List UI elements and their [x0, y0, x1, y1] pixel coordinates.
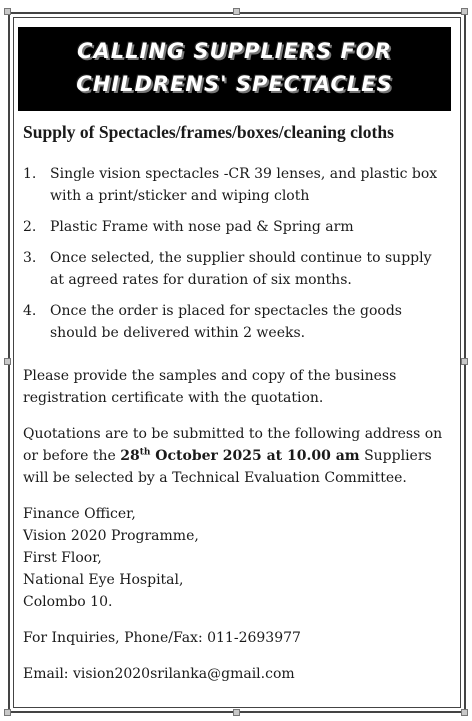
resize-handle-left[interactable]: [4, 358, 11, 365]
notice-body: [23, 122, 448, 685]
quotation-intro: Quotations are to be submitted to the following address on or before the: [23, 426, 443, 464]
list-item: [23, 300, 448, 344]
requirements-list: [23, 163, 448, 344]
resize-handle-right[interactable]: [461, 358, 468, 365]
deadline-day-suffix: th: [139, 447, 151, 458]
address-line: First Floor,: [23, 550, 102, 566]
address-line: Colombo 10.: [23, 594, 113, 610]
address-line: Vision 2020 Programme,: [23, 528, 199, 544]
list-item: [23, 216, 448, 238]
item-text: Once the order is placed for spectacles the goods should be delivered within 2 weeks.: [50, 303, 402, 341]
resize-handle-bottom[interactable]: [233, 709, 240, 716]
deadline-rest: October 2025 at 10.00 am: [150, 448, 360, 464]
resize-handle-top[interactable]: [233, 8, 240, 15]
address-line: National Eye Hospital,: [23, 572, 184, 588]
item-number: 3.: [23, 250, 37, 266]
quotation-outro: Suppliers will be selected by a Technical Evaluation Committee.: [23, 448, 432, 486]
email-line: Email: vision2020srilanka@gmail.com: [23, 666, 295, 682]
item-number: 1.: [23, 166, 37, 182]
samples-paragraph: Please provide the samples and copy of the business registration certificate with the quotation.: [23, 368, 397, 406]
address-line: Finance Officer,: [23, 506, 136, 522]
banner-line-2: CHILDRENS' SPECTACLES: [76, 72, 393, 96]
resize-handle-top-right[interactable]: [461, 8, 468, 15]
quotation-paragraph: [23, 423, 448, 489]
banner-line-1: CALLING SUPPLIERS FOR: [77, 39, 392, 63]
list-item: [23, 247, 448, 291]
item-number: 4.: [23, 303, 37, 319]
deadline: [120, 448, 359, 464]
resize-handle-bottom-right[interactable]: [461, 709, 468, 716]
resize-handle-bottom-left[interactable]: [4, 709, 11, 716]
item-text: Single vision spectacles -CR 39 lenses, and plastic box with a print/sticker and wiping cloth: [50, 166, 438, 204]
list-item: [23, 163, 448, 207]
resize-handle-top-left[interactable]: [4, 8, 11, 15]
section-heading: Supply of Spectacles/frames/boxes/cleaning cloths: [23, 122, 394, 142]
item-text: Plastic Frame with nose pad & Spring arm: [50, 219, 354, 235]
deadline-day: 28: [120, 448, 140, 464]
item-text: Once selected, the supplier should continue to supply at agreed rates for duration of six months.: [50, 250, 432, 288]
address-block: [23, 503, 448, 613]
inquiries-line: For Inquiries, Phone/Fax: 011-2693977: [23, 630, 301, 646]
title-banner: [18, 27, 451, 111]
item-number: 2.: [23, 219, 37, 235]
